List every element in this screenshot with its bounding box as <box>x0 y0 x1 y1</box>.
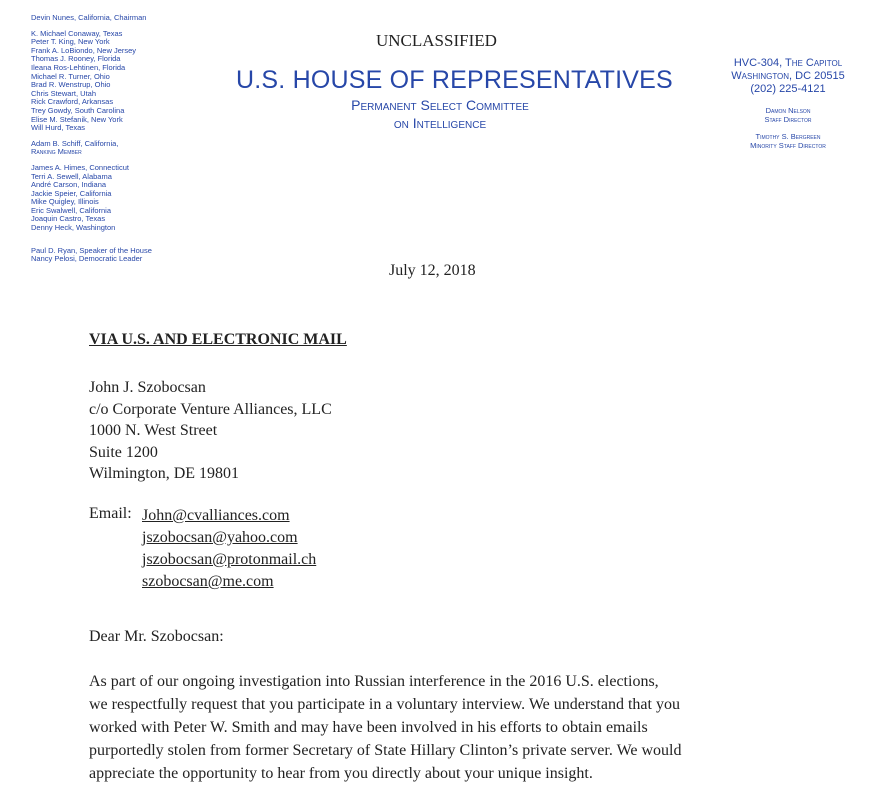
member-name: Jackie Speier, California <box>31 188 112 198</box>
delivery-method: VIA U.S. AND ELECTRONIC MAIL <box>89 331 347 348</box>
member-name: Thomas J. Rooney, Florida <box>31 54 121 64</box>
recipient-address <box>89 377 332 485</box>
recipient-line: Suite 1200 <box>89 443 158 461</box>
minority-director-title: Minority Staff Director <box>750 140 826 150</box>
letter-date: July 12, 2018 <box>389 262 476 279</box>
member-name: Elise M. Stefanik, New York <box>31 114 123 124</box>
chairman: Devin Nunes, California, Chairman <box>31 13 147 22</box>
recipient-line: c/o Corporate Venture Alliances, LLC <box>89 400 332 418</box>
member-name: Michael R. Turner, Ohio <box>31 71 110 81</box>
member-name: Eric Swalwell, California <box>31 205 112 215</box>
address-line: HVC-304, The Capitol <box>733 57 843 69</box>
member-name: Joaquin Castro, Texas <box>31 214 106 224</box>
committee-members-list <box>31 14 152 264</box>
member-name: Terri A. Sewell, Alabama <box>31 171 112 181</box>
body-line: As part of our ongoing investigation into Russian interference in the 2016 U.S. elections, <box>89 673 659 690</box>
minority-director-name: Timothy S. Bergreen <box>755 132 821 141</box>
member-name: Frank A. LoBiondo, New Jersey <box>31 45 137 55</box>
salutation: Dear Mr. Szobocsan: <box>89 628 224 645</box>
committee-name-line2: on Intelligence <box>393 115 487 131</box>
democratic-leader: Nancy Pelosi, Democratic Leader <box>31 254 143 264</box>
recipient-line: Wilmington, DE 19801 <box>89 465 240 482</box>
staff-director-title: Staff Director <box>764 114 812 124</box>
body-line: appreciate the opportunity to hear from you directly about your unique insight. <box>89 765 593 782</box>
member-name: Brad R. Wenstrup, Ohio <box>31 80 111 90</box>
member-name: K. Michael Conaway, Texas <box>31 28 123 38</box>
letter-body <box>89 670 879 785</box>
ranking-member-title: Ranking Member <box>31 147 82 157</box>
member-name: Will Hurd, Texas <box>31 123 86 133</box>
office-address <box>700 57 876 96</box>
email-link[interactable]: John@cvalliances.com <box>142 507 290 524</box>
member-name: Ileana Ros-Lehtinen, Florida <box>31 62 126 72</box>
member-name: Denny Heck, Washington <box>31 223 116 233</box>
email-link[interactable]: jszobocsan@protonmail.ch <box>142 551 317 568</box>
member-name: André Carson, Indiana <box>31 180 107 190</box>
classification-marking: UNCLASSIFIED <box>376 31 497 50</box>
email-link[interactable]: szobocsan@me.com <box>142 573 274 590</box>
body-line: purportedly stolen from former Secretary of State Hillary Clinton’s private server. We would <box>89 742 682 759</box>
body-line: we respectfully request that you participate in a voluntary interview. We understand that you <box>89 696 680 713</box>
member-name: Trey Gowdy, South Carolina <box>31 105 125 115</box>
body-line: worked with Peter W. Smith and may have been involved in his efforts to obtain emails <box>89 719 648 736</box>
member-name: Mike Quigley, Illinois <box>31 197 99 207</box>
phone-number: (202) 225-4121 <box>750 83 826 95</box>
member-name: Peter T. King, New York <box>31 37 110 47</box>
email-label: Email: <box>89 505 132 522</box>
member-name: Chris Stewart, Utah <box>31 88 97 98</box>
recipient-line: 1000 N. West Street <box>89 422 218 439</box>
staff-director-name: Damon Nelson <box>765 106 811 115</box>
member-name: James A. Himes, Connecticut <box>31 162 129 172</box>
member-name: Rick Crawford, Arkansas <box>31 97 114 107</box>
committee-name-line1: Permanent Select Committee <box>351 97 529 113</box>
address-line: Washington, DC 20515 <box>731 70 845 82</box>
email-list <box>142 505 316 593</box>
ranking-member: Adam B. Schiff, California, <box>31 138 119 148</box>
house-title: U.S. HOUSE OF REPRESENTATIVES <box>236 66 673 94</box>
committee-name <box>300 96 580 132</box>
recipient-line: John J. Szobocsan <box>89 379 206 396</box>
email-link[interactable]: jszobocsan@yahoo.com <box>142 529 298 546</box>
staff-directors <box>700 107 876 150</box>
speaker: Paul D. Ryan, Speaker of the House <box>31 245 152 255</box>
